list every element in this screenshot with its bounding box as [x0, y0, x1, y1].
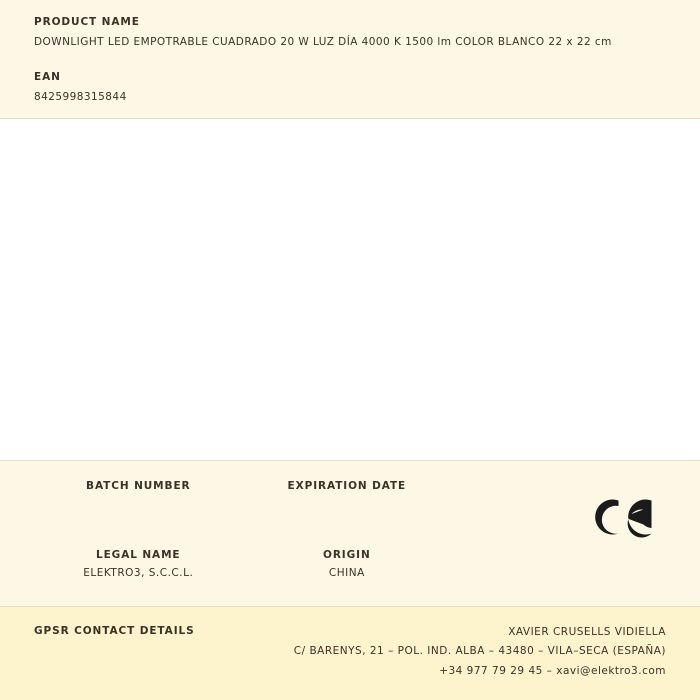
gpsr-title: GPSR CONTACT DETAILS: [34, 625, 195, 637]
spacer: [34, 49, 666, 71]
batch-grid: [34, 477, 451, 579]
ean-label: EAN: [34, 71, 61, 84]
gpsr-address: C/ BARENYS, 21 – POL. IND. ALBA – 43480 – VILA–SECA (ESPAÑA): [293, 645, 666, 658]
ean-value: 8425998315844: [34, 91, 127, 104]
product-name-value: DOWNLIGHT LED EMPOTRABLE CUADRADO 20 W LUZ DÍA 4000 K 1500 lm COLOR BLANCO 22 x 22 cm: [34, 36, 612, 48]
ce-mark-icon: [588, 494, 658, 544]
origin-label: ORIGIN: [323, 549, 371, 561]
spacer: [243, 498, 452, 546]
spacer: [34, 498, 243, 546]
batch-number-label: BATCH NUMBER: [86, 480, 191, 492]
product-info-block: [0, 0, 700, 119]
legal-name-label: LEGAL NAME: [96, 549, 181, 561]
gpsr-contact-block: [0, 606, 700, 700]
gpsr-contact-name: XAVIER CRUSELLS VIDIELLA: [508, 626, 666, 638]
expiration-date-label: EXPIRATION DATE: [287, 480, 407, 492]
product-name-label: PRODUCT NAME: [34, 16, 140, 28]
origin-value: CHINA: [328, 567, 365, 579]
gpsr-phone-email: +34 977 79 29 45 – xavi@elektro3.com: [439, 664, 666, 677]
gpsr-contact-lines: [294, 623, 666, 681]
legal-name-value: ELEKTRO3, S.C.C.L.: [83, 567, 194, 579]
blank-content-area: [0, 119, 700, 460]
